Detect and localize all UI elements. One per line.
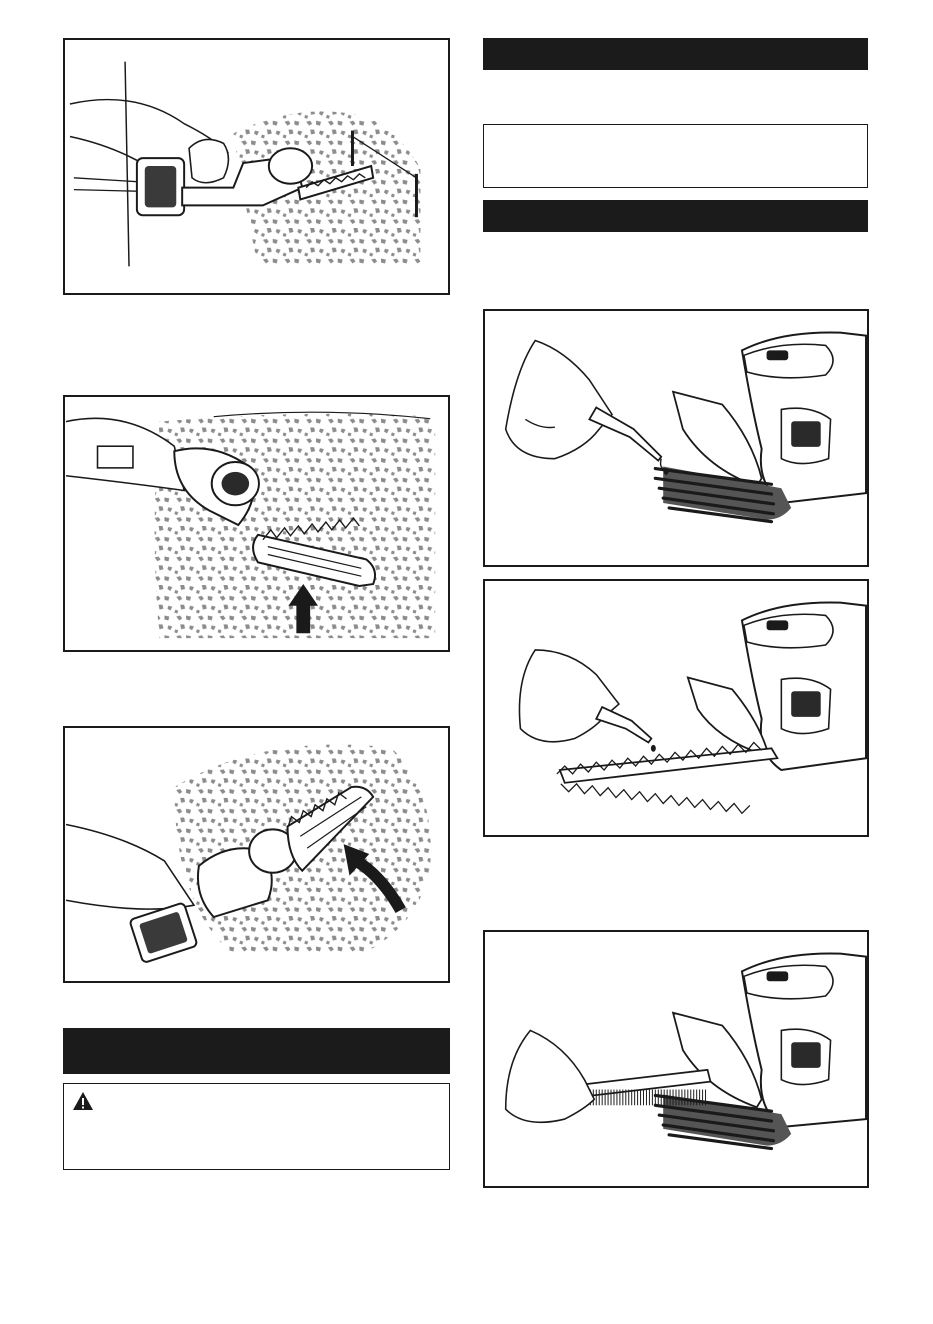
hedge-trimmer-curved-cut-illustration: [65, 728, 448, 981]
section-header-bar: [63, 1028, 450, 1074]
note-box: [483, 124, 868, 188]
warning-triangle-icon: [72, 1091, 94, 1111]
section-header-bar-2: [483, 200, 868, 232]
figure-oil-shear-blade: [483, 309, 869, 567]
figure-trim-up: [63, 395, 450, 652]
figure-trim-curve: [63, 726, 450, 983]
warning-box: [63, 1083, 450, 1170]
oil-applying-shear-blade-illustration: [485, 311, 867, 565]
hedge-trimmer-side-cut-illustration: [65, 40, 448, 293]
oil-applying-trimmer-blade-illustration: [485, 581, 867, 835]
figure-oil-trimmer-blade: [483, 579, 869, 837]
section-header-bar-1: [483, 38, 868, 70]
figure-trim-side: [63, 38, 450, 295]
figure-brush-clean: [483, 930, 869, 1188]
hedge-trimmer-upward-cut-illustration: [65, 397, 448, 650]
brush-cleaning-blade-illustration: [485, 932, 867, 1186]
